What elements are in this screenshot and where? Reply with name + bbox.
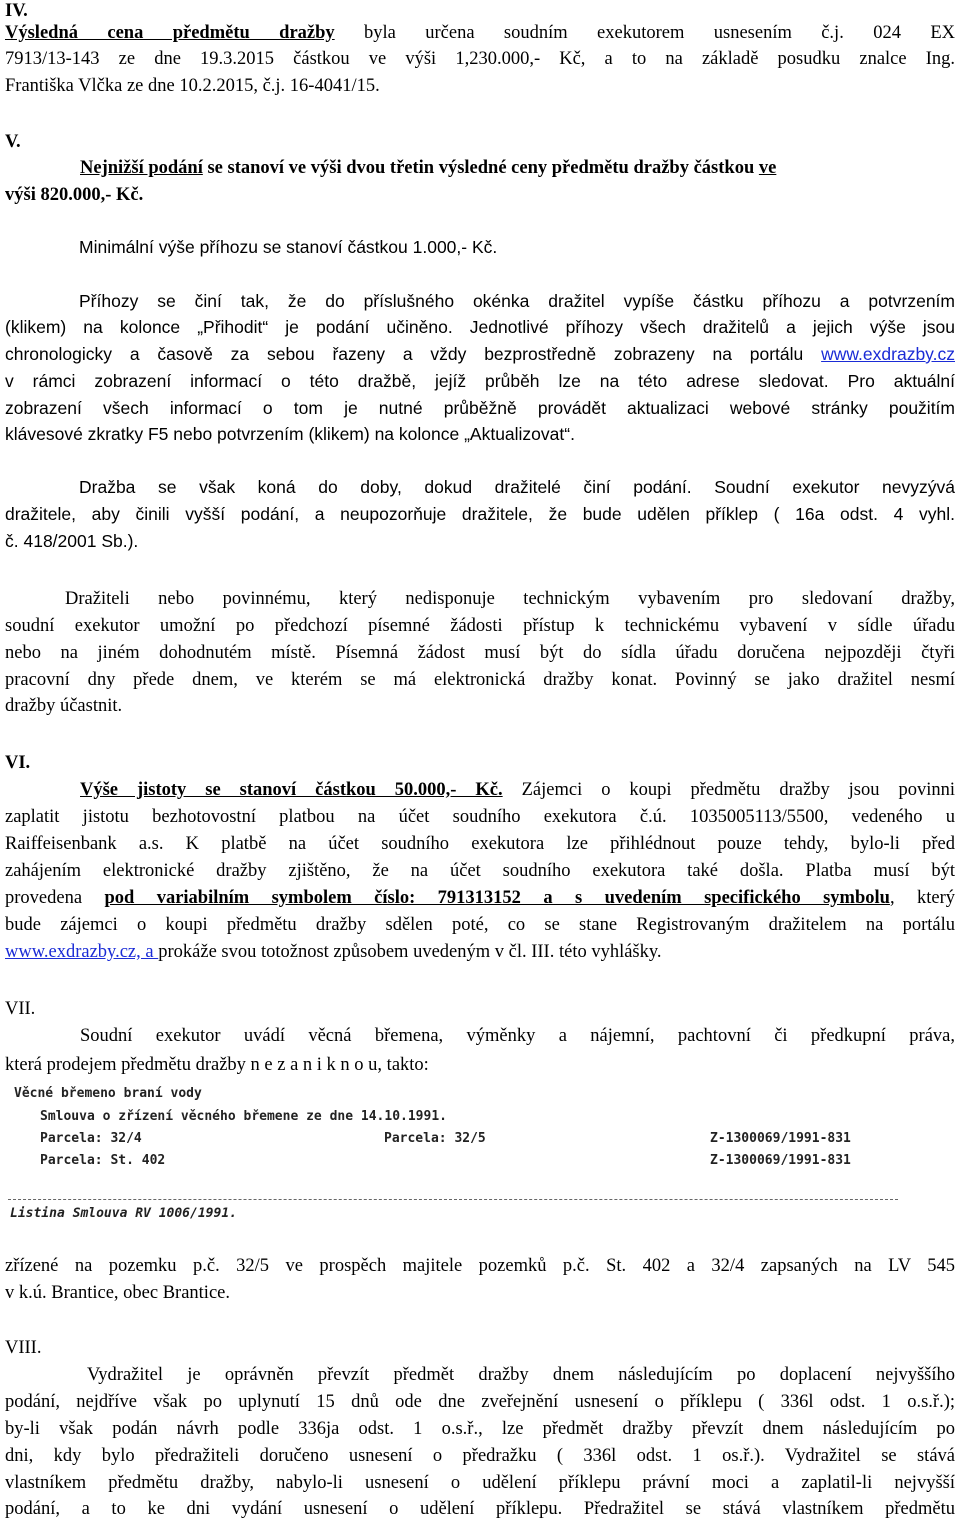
section-vi-text: , který	[889, 888, 955, 908]
section-vi-line	[5, 887, 955, 909]
section-vii-heading: VII.	[5, 999, 36, 1019]
easement-note-line: zřízené na pozemku p.č. 32/5 ve prospěch majitele pozemků p.č. St. 402 a 32/4 zapsaných na LV 545	[5, 1256, 955, 1276]
section-viii-line: podání, a to ke dni vydání usnesení o udělení příklepu. Předražitel se stává vlastníkem předmětu	[5, 1499, 955, 1519]
section-iv-line	[5, 22, 955, 44]
variable-symbol-term: pod variabilním symbolem číslo: 791313152 a s uvedením specifického symbolu	[104, 888, 890, 908]
excerpt-parcel: Parcela: St. 402	[40, 1153, 166, 1168]
section-vi-line: bude zájemci o koupi předmětu dražby sdělen poté, co se stane Registrovaným dražitelem na portálu	[5, 915, 955, 935]
bidding-paragraph-line: (klikem) na kolonce „Přihodit“ je podání učiněno. Jednotlivé příhozy všech dražitelů a jejich výše jsou	[5, 317, 955, 337]
section-viii-line: vlastníkem předmětu dražby, nabylo-li usnesení o udělení příklepu právní moci a zaplatil-li nejvyšší	[5, 1473, 955, 1493]
access-paragraph-line: dražby účastnit.	[5, 696, 123, 716]
lowest-bid-term: Nejnižší podání	[80, 158, 203, 178]
excerpt-record-number: Z-1300069/1991-831	[710, 1131, 851, 1146]
excerpt-parcel: Parcela: 32/5	[384, 1131, 486, 1146]
section-iv-line: 7913/13-143 ze dne 19.3.2015 částkou ve výši 1,230.000,- Kč, a to na základě posudku znalce Ing.	[5, 49, 955, 69]
easement-note-line: v k.ú. Brantice, obec Brantice.	[5, 1283, 230, 1303]
access-paragraph-line: nebo na jiném dohodnutém místě. Písemná žádost musí být do sídla úřadu doručena nejpozději čtyři	[5, 643, 955, 663]
exdrazby-link[interactable]: www.exdrazby.cz, a	[5, 942, 159, 962]
section-v-line	[80, 157, 776, 179]
excerpt-contract: Smlouva o zřízení věcného břemene ze dne 14.10.1991.	[40, 1109, 447, 1124]
section-v-text: ve	[758, 158, 777, 178]
excerpt-divider	[8, 1199, 898, 1200]
section-viii-line: by-li však podán návrh podle 336ja odst. 1 o.s.ř., lze předmět dražby převzít dnem následujícím po	[5, 1419, 955, 1439]
excerpt-record-number: Z-1300069/1991-831	[710, 1153, 851, 1168]
auction-duration-line: č. 418/2001 Sb.).	[5, 531, 139, 551]
auction-duration-line: Dražba se však koná do doby, dokud dražitelé činí podání. Soudní exekutor nevyzývá	[79, 477, 955, 497]
bidding-paragraph-line: klávesové zkratky F5 nebo potvrzením (klikem) na kolonce „Aktualizovat“.	[5, 424, 575, 444]
section-iv-heading: IV.	[5, 1, 28, 21]
section-vii-line: která prodejem předmětu dražby n e z a n i k n o u, takto:	[5, 1055, 429, 1075]
excerpt-document: Listina Smlouva RV 1006/1991.	[10, 1206, 237, 1221]
final-price-term: Výsledná cena předmětu dražby	[5, 23, 335, 43]
section-iv-text: byla určena soudním exekutorem usnesením č.j. 024 EX	[334, 23, 955, 43]
excerpt-parcel: Parcela: 32/4	[40, 1131, 142, 1146]
section-viii-heading: VIII.	[5, 1338, 42, 1358]
section-vi-line: Raiffeisenbank a.s. K platbě na účet soudního exekutora lze přihlédnout pouze tehdy, bylo-li před	[5, 834, 955, 854]
section-viii-line: Vydražitel je oprávněn převzít předmět dražby dnem následujícím po doplacení nejvyššího	[87, 1365, 955, 1385]
bidding-paragraph-line: v rámci zobrazení informací o této dražbě, jejíž průběh lze na této adrese sledovat. Pro aktuální	[5, 371, 955, 391]
section-vi-heading: VI.	[5, 753, 31, 773]
section-vi-text: provedena	[5, 888, 105, 908]
section-vi-text: prokáže svou totožnost způsobem uvedeným v čl. III. této vyhlášky.	[158, 942, 662, 962]
cadastral-excerpt	[8, 1082, 908, 1230]
bidding-paragraph-line: Příhozy se činí tak, že do příslušného okénka dražitel vypíše částku příhozu a potvrzením	[79, 291, 955, 311]
deposit-term: Výše jistoty se stanoví částkou 50.000,- Kč.	[80, 780, 503, 800]
section-v-text: se stanoví ve výši dvou třetin výsledné ceny předmětu dražby částkou	[202, 158, 759, 178]
excerpt-easement-type: Věcné břemeno braní vody	[14, 1086, 202, 1101]
section-v-line: výši 820.000,- Kč.	[5, 185, 144, 205]
auction-duration-line: dražitele, aby činili vyšší podání, a neupozorňuje dražitele, že bude udělen příklep ( 16a odst. 4 vyhl.	[5, 504, 955, 524]
section-vi-line: zaplatit jistotu bezhotovostní platbou na účet soudního exekutora č.ú. 1035005113/5500, vedeného u	[5, 807, 955, 827]
minimum-bid-line: Minimální výše příhozu se stanoví částkou 1.000,- Kč.	[79, 237, 498, 257]
section-v-heading: V.	[5, 132, 21, 152]
section-vi-line: zahájením elektronické dražby zjištěno, že na účet soudního exekutora také došla. Platba musí být	[5, 861, 955, 881]
section-vi-text: Zájemci o koupi předmětu dražby jsou povinni	[502, 780, 956, 800]
section-vi-line	[80, 779, 955, 801]
section-iv-line: Františka Vlčka ze dne 10.2.2015, č.j. 16-4041/15.	[5, 76, 380, 96]
section-vi-line	[5, 941, 662, 963]
access-paragraph-line: pracovní dny přede dnem, ve kterém se má elektronická dražby konat. Povinný se jako dražitel nesmí	[5, 670, 955, 690]
bidding-paragraph-line	[5, 343, 955, 365]
bidding-paragraph-line: zobrazení všech informací o tom je nutné průběžně provádět aktualizaci webové stránky použitím	[5, 398, 955, 418]
access-paragraph-line: soudní exekutor umožní po předchozí písemné žádosti přístup k technickému vybavení v sídle úřadu	[5, 616, 955, 636]
bidding-text: chronologicky a časově za sebou řazeny a vždy bezprostředně zobrazeny na portálu	[5, 344, 822, 364]
section-vii-line: Soudní exekutor uvádí věcná břemena, výměnky a nájemní, pachtovní či předkupní práva,	[80, 1026, 955, 1046]
section-viii-line: podání, nejdříve však po uplynutí 15 dnů ode dne zveřejnění usnesení o příklepu ( 336l odst. 1 o.s.ř.);	[5, 1392, 955, 1412]
access-paragraph-line: Dražiteli nebo povinnému, který nedisponuje technickým vybavením pro sledovaní dražby,	[65, 589, 955, 609]
exdrazby-link[interactable]: www.exdrazby.cz	[821, 344, 955, 364]
section-viii-line: dni, kdy bylo předražiteli doručeno usnesení o předražku ( 336l odst. 1 os.ř.). Vydražitel se stává	[5, 1446, 955, 1466]
